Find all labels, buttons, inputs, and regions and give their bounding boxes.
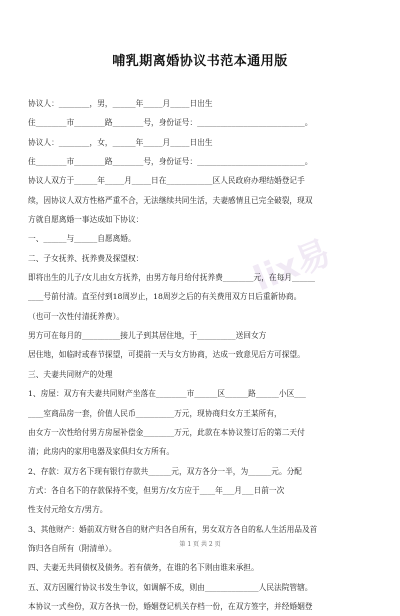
page-title: 哺乳期离婚协议书范本通用版 (112, 54, 288, 69)
paragraph-line: 即将出生的儿子/女儿由女方抚养，由男方每月给付抚养费________元，在每月______ (28, 273, 316, 283)
paragraph-line: 3、其他财产：婚前双方财各自的财产归各自所有，男女双方各自的私人生活用品及首 (28, 524, 318, 534)
paragraph-line: 本协议一式叁份，双方各执一份，婚姻登记机关存档一份，在双方签字，并经婚姻登 (28, 601, 313, 611)
document-body (28, 94, 378, 616)
preamble-line: 方就自愿离婚一事达成如下协议： (28, 215, 144, 225)
paragraph-line: 方式：各自名下的存款保持不变，但男方/女方应于____年___月___日前一次 (28, 485, 285, 495)
paragraph-line: （也可一次性付清抚养费）。 (28, 311, 125, 321)
page-number-footer: 第 1 页 共 2 页 (179, 541, 221, 548)
preamble-line: 协议人双方于______年_____月_____日在____________区人民政府办理结婚登记手 (28, 176, 305, 186)
paragraph-line: 男方可在每月的__________接儿子到其居住地，于__________送回女方 (28, 331, 267, 341)
party-male-address-line: 住________市________路________号，身份证号：____________________________。 (28, 118, 313, 128)
party-male-line: 协议人：________，男，______年_____月_____日出生 (28, 99, 213, 108)
section-heading: 二、子女抚养、抚养费及探望权： (28, 253, 144, 263)
section-heading: 五、双方因履行协议书发生争议，如调解不成，则由______________人民法院管辖。 (28, 582, 313, 592)
section-heading: 三、夫妻共同财产的处理 (28, 369, 113, 379)
section-heading: 四、夫妻无共同债权及债务。若有债务，在谁的名下则由谁来承担。 (28, 563, 259, 573)
paragraph-line: 2、存款：双方名下现有银行存款共______元，双方各分一半，为______元。分配 (28, 466, 302, 476)
paragraph-line: 清；此房内的家用电器及家俱归女方所有。 (28, 447, 175, 457)
paragraph-line: 居住地，如临时或春节探望，可提前一天与女方协商，达成一致意见后方可探望。 (28, 350, 305, 360)
paragraph-line: ____号前付清。直至付到18周岁止，18周岁之后的有关费用双方日后重新协商。 (28, 292, 302, 302)
party-female-line: 协议人：________，女，______年_____月_____日出生 (28, 137, 213, 147)
preamble-line: 续，因协议人双方性格严重不合，无法继续共同生活，夫妻感情且已完全破裂，现双 (28, 195, 313, 205)
paragraph-line: 1、房屋：双方有夫妻共同财产坐落在________市______区______路______小区___ (28, 389, 306, 399)
paragraph-line: ____室商品房一套，价值人民币__________万元，现协商归女方王某所有， (28, 408, 282, 418)
paragraph-line: 由女方一次性给付男方房屋补偿金________万元，此款在本协议签订后的第二天付 (28, 427, 305, 437)
section-heading: 一、______与______自愿离婚。 (28, 234, 136, 244)
paragraph-line: 性支付元给女方/男方。 (28, 505, 108, 515)
paragraph-line: 饰归各自所有（附清单）。 (28, 543, 117, 553)
party-female-address-line: 住________市________路________号，身份证号：____________________________。 (28, 157, 313, 167)
watermark: lix易 (247, 232, 337, 300)
